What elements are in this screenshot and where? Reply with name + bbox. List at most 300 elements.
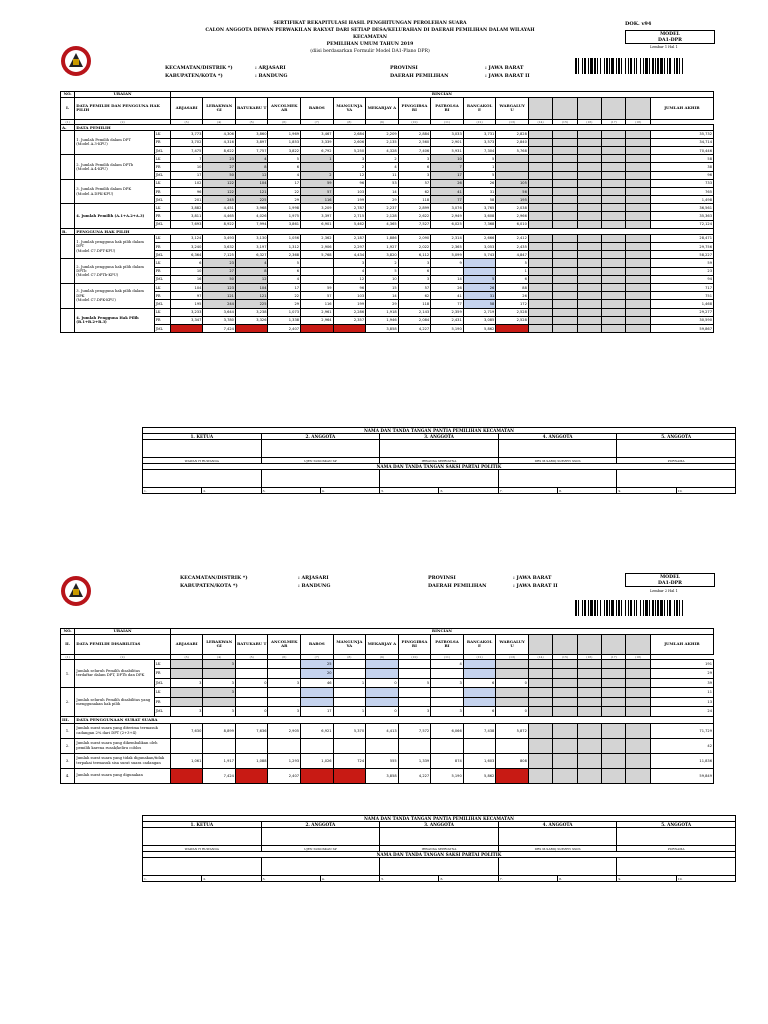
empty-cell <box>602 316 626 324</box>
group-spacer <box>61 234 75 259</box>
group-spacer <box>61 179 75 204</box>
dapil-value: : JAWA BARAT II <box>513 583 558 589</box>
village-value: 3,882 <box>170 204 203 212</box>
village-value: 5,768 <box>301 251 334 259</box>
empty-cell <box>553 187 577 195</box>
total-value: 35,732 <box>650 130 713 138</box>
empty-cell <box>528 300 552 308</box>
village-value: 41 <box>431 187 464 195</box>
empty-cell <box>602 292 626 300</box>
village-value: 3 <box>203 688 236 698</box>
village-header: PINGGIRSA RI <box>398 97 431 119</box>
col-index: (13) <box>496 654 529 659</box>
signature-space <box>498 440 617 458</box>
village-value: 2,362 <box>301 234 334 242</box>
empty-cell <box>626 171 650 179</box>
col-index: (1) <box>61 654 75 659</box>
empty-cell <box>577 146 601 154</box>
total-value: 23 <box>650 267 713 275</box>
village-value: 3,326 <box>235 316 268 324</box>
total-value: 71,729 <box>650 723 713 738</box>
village-value: 11 <box>366 171 399 179</box>
village-value: 77 <box>431 196 464 204</box>
village-value: 8,922 <box>203 220 236 228</box>
village-value: 5,250 <box>333 146 366 154</box>
village-value: 2,719 <box>463 308 496 316</box>
village-value: 3,860 <box>235 130 268 138</box>
village-value: 25 <box>301 659 334 669</box>
total-value: 36,561 <box>650 204 713 212</box>
village-value: 1 <box>333 678 366 688</box>
empty-cell <box>553 707 577 717</box>
village-value: 5,743 <box>463 251 496 259</box>
col-index: (10) <box>398 119 431 124</box>
signature-space <box>498 828 617 846</box>
village-value: 1,927 <box>366 243 399 251</box>
section-label: PENGGUNA HAK PILIH <box>75 228 714 234</box>
total-value: 34,714 <box>650 138 713 146</box>
empty-column-header <box>602 634 626 654</box>
village-value: 96 <box>333 283 366 291</box>
witness-number: 9. <box>617 876 676 882</box>
village-value: 62 <box>398 187 431 195</box>
village-value: 12 <box>333 171 366 179</box>
empty-cell <box>602 234 626 242</box>
village-value: 7,125 <box>203 251 236 259</box>
sex-label: LK <box>154 234 170 242</box>
village-header: PINGGIRSA RI <box>398 634 431 654</box>
village-value: 22 <box>268 292 301 300</box>
empty-cell <box>602 688 626 698</box>
provinsi-label: PROVINSI <box>390 65 418 71</box>
village-value <box>333 688 366 698</box>
village-value: 3 <box>268 678 301 688</box>
village-value: 15 <box>366 283 399 291</box>
village-value: 4 <box>268 171 301 179</box>
village-value: 3,765 <box>463 204 496 212</box>
col-index: (5) <box>235 654 268 659</box>
village-header: PATROLSA RI <box>431 634 464 654</box>
empty-cell <box>626 697 650 707</box>
witness-number: 7. <box>498 488 557 494</box>
village-value: 724 <box>333 753 366 768</box>
doc-version: DOK. v94 <box>625 21 652 27</box>
witness-signature-space <box>380 470 499 488</box>
village-value: 2,715 <box>333 212 366 220</box>
village-value: 57 <box>301 292 334 300</box>
empty-cell <box>602 163 626 171</box>
col-index: (16) <box>577 654 601 659</box>
village-value: 3,233 <box>170 308 203 316</box>
sex-label: JML <box>154 196 170 204</box>
village-value: 2,961 <box>301 308 334 316</box>
col-index: (16) <box>577 119 601 124</box>
village-value <box>398 659 431 669</box>
village-value: 3,780 <box>203 316 236 324</box>
row-label: Jumlah surat suara yang diterima termasuk cadangan 2% dari DPT (2+3+4) <box>75 723 171 738</box>
empty-column-header <box>528 634 552 654</box>
group-label <box>75 155 154 180</box>
village-value: 59 <box>301 283 334 291</box>
empty-cell <box>577 768 601 783</box>
village-value: 116 <box>301 196 334 204</box>
village-value: 6,010 <box>496 220 529 228</box>
village-header: MANGUNJA YA <box>333 97 366 119</box>
village-value: 0 <box>496 678 529 688</box>
village-value <box>463 738 496 753</box>
col-index: (15) <box>553 654 577 659</box>
empty-cell <box>553 212 577 220</box>
village-value: 8,899 <box>203 723 236 738</box>
empty-cell <box>528 179 552 187</box>
witness-number: 8. <box>558 876 617 882</box>
village-value <box>431 738 464 753</box>
village-value: 3,085 <box>463 316 496 324</box>
village-value: 8,622 <box>203 146 236 154</box>
village-value: 3,858 <box>366 768 399 783</box>
village-value: 17 <box>268 179 301 187</box>
village-value: 53 <box>366 179 399 187</box>
empty-column-header <box>528 97 552 119</box>
group-label-text: 2. Jumlah Pemilih dalam DPTb <box>76 162 134 167</box>
empty-cell <box>602 212 626 220</box>
village-header: WARGALUY U <box>496 97 529 119</box>
empty-cell <box>602 678 626 688</box>
total-value: 1,468 <box>650 300 713 308</box>
village-value <box>333 697 366 707</box>
witness-signature-space <box>498 470 617 488</box>
village-value: 6,792 <box>301 146 334 154</box>
col-index: (9) <box>366 654 399 659</box>
empty-cell <box>602 243 626 251</box>
village-value <box>463 267 496 275</box>
info-right <box>390 64 530 80</box>
witness-signature-space <box>261 470 380 488</box>
empty-cell <box>577 234 601 242</box>
village-value <box>268 669 301 679</box>
empty-cell <box>577 275 601 283</box>
empty-column-header <box>626 634 650 654</box>
village-value: 2,528 <box>496 316 529 324</box>
empty-cell <box>528 243 552 251</box>
empty-cell <box>528 324 552 332</box>
village-value: 4,465 <box>203 212 236 220</box>
empty-cell <box>626 669 650 679</box>
signature-table <box>142 815 736 882</box>
empty-cell <box>553 659 577 669</box>
village-value <box>496 738 529 753</box>
village-value: 1,026 <box>301 753 334 768</box>
group-label <box>75 308 154 333</box>
sex-label: LK <box>154 659 170 669</box>
village-value <box>366 669 399 679</box>
village-value: 58 <box>463 196 496 204</box>
col-index: (2) <box>75 654 171 659</box>
empty-cell <box>602 138 626 146</box>
group-label-sub: (Model C7.DPT-KPU) <box>76 248 116 253</box>
total-value: 11,836 <box>650 753 713 768</box>
village-value: 172 <box>496 300 529 308</box>
village-value <box>268 738 301 753</box>
col-index: (10) <box>398 654 431 659</box>
village-value: 26 <box>496 292 529 300</box>
village-value: 5,099 <box>431 251 464 259</box>
form-titles <box>200 20 540 55</box>
village-value <box>366 688 399 698</box>
village-value <box>431 688 464 698</box>
total-value: 24 <box>650 707 713 717</box>
village-header: MEKARJAY A <box>366 634 399 654</box>
village-value: 3,897 <box>235 138 268 146</box>
form-page-1 <box>60 20 714 493</box>
village-value: 0 <box>366 678 399 688</box>
total-value: 733 <box>650 179 713 187</box>
empty-cell <box>602 187 626 195</box>
total-value: 29,277 <box>650 308 713 316</box>
village-header: MANGUNJA YA <box>333 634 366 654</box>
empty-cell <box>553 697 577 707</box>
village-value <box>496 697 529 707</box>
village-value <box>398 738 431 753</box>
col-index: (13) <box>496 119 529 124</box>
signature-space <box>261 828 380 846</box>
village-value: 2,365 <box>431 243 464 251</box>
village-value: 1,969 <box>268 130 301 138</box>
village-value: 1,312 <box>268 243 301 251</box>
empty-cell <box>602 220 626 228</box>
col-no: NO. <box>61 92 75 98</box>
village-value <box>170 738 203 753</box>
empty-cell <box>602 738 626 753</box>
kecamatan-label: KECAMATAN/DISTRIK *) <box>165 65 233 71</box>
village-value: 2,560 <box>398 138 431 146</box>
empty-cell <box>577 130 601 138</box>
sex-label: PR <box>154 187 170 195</box>
village-value: 2,084 <box>398 316 431 324</box>
empty-cell <box>602 171 626 179</box>
model-code: DA1-DPR <box>658 38 682 43</box>
empty-cell <box>626 738 650 753</box>
empty-cell <box>602 659 626 669</box>
col-index: (7) <box>301 654 334 659</box>
empty-column-header <box>602 97 626 119</box>
village-value: 0 <box>235 707 268 717</box>
village-value: 2,666 <box>463 234 496 242</box>
village-value <box>203 669 236 679</box>
row-label: Jumlah seluruh Pemilih disabilitas terdaftar dalam DPT, DPTb dan DPK <box>75 659 154 688</box>
village-value: 118 <box>398 300 431 308</box>
village-value: 2 <box>333 163 366 171</box>
village-value: 2,314 <box>431 234 464 242</box>
col-uraian: URAIAN <box>75 629 171 635</box>
kecamatan-value: : ARJASARI <box>255 65 286 71</box>
total-value: 765 <box>650 187 713 195</box>
village-value: 2,899 <box>398 204 431 212</box>
section-title: DATA PEMILIH DAN PENGGUNA HAK PILIH <box>75 97 171 119</box>
empty-cell <box>553 179 577 187</box>
village-value: 122 <box>203 179 236 187</box>
empty-cell <box>626 234 650 242</box>
village-value: 3,053 <box>463 243 496 251</box>
empty-cell <box>626 324 650 332</box>
committee-role: 1. KETUA <box>143 434 262 440</box>
village-value: 3,197 <box>235 243 268 251</box>
village-value <box>268 659 301 669</box>
kecamatan-label: KECAMATAN/DISTRIK *) <box>180 575 248 581</box>
group-label <box>75 234 154 259</box>
village-value: 2,966 <box>496 212 529 220</box>
committee-role: 1. KETUA <box>143 822 262 828</box>
total-value: 29 <box>650 669 713 679</box>
col-index: (14) <box>528 119 552 124</box>
village-header: RANCAKOL E <box>463 634 496 654</box>
group-label <box>75 179 154 204</box>
empty-cell <box>626 753 650 768</box>
empty-cell <box>626 138 650 146</box>
committee-title: NAMA DAN TANDA TANGAN PANTIA PEMILIHAN KECAMATAN <box>143 428 736 434</box>
empty-cell <box>553 283 577 291</box>
col-index: (4) <box>203 119 236 124</box>
sex-label: JML <box>154 300 170 308</box>
village-value: 195 <box>496 196 529 204</box>
empty-cell <box>528 738 552 753</box>
village-value <box>398 697 431 707</box>
village-value: 6,327 <box>235 251 268 259</box>
village-value: 7,757 <box>235 146 268 154</box>
empty-cell <box>626 179 650 187</box>
village-value: 2,407 <box>268 324 301 332</box>
village-header: ANCOLMEK AR <box>268 634 301 654</box>
village-value: 3,968 <box>235 204 268 212</box>
empty-cell <box>602 130 626 138</box>
village-value: 17 <box>301 707 334 717</box>
col-jumlah-akhir: JUMLAH AKHIR <box>650 97 713 119</box>
village-value <box>431 669 464 679</box>
total-value: 58 <box>650 155 713 163</box>
village-value: 4,227 <box>398 324 431 332</box>
village-value: 3,773 <box>170 130 203 138</box>
village-value <box>366 697 399 707</box>
village-value: 6 <box>398 163 431 171</box>
empty-cell <box>577 196 601 204</box>
col-index: (6) <box>268 119 301 124</box>
village-value <box>366 659 399 669</box>
village-value: 0 <box>366 707 399 717</box>
empty-cell <box>626 204 650 212</box>
village-header: BATUKARU T <box>235 97 268 119</box>
village-value: 3,467 <box>301 130 334 138</box>
village-value: 4,306 <box>203 130 236 138</box>
empty-column-header <box>577 634 601 654</box>
village-value: 3 <box>170 678 203 688</box>
total-value: 1,498 <box>650 196 713 204</box>
witness-signature-space <box>261 858 380 876</box>
group-label <box>75 204 154 229</box>
total-value: 191 <box>650 659 713 669</box>
sex-label: LK <box>154 259 170 267</box>
sex-label: PR <box>154 697 170 707</box>
village-value: 2 <box>366 259 399 267</box>
empty-cell <box>577 292 601 300</box>
signature-space <box>380 828 499 846</box>
village-value: 17 <box>170 171 203 179</box>
empty-cell <box>528 220 552 228</box>
empty-cell <box>528 146 552 154</box>
empty-cell <box>553 753 577 768</box>
empty-cell <box>528 659 552 669</box>
empty-column-header <box>626 97 650 119</box>
group-label <box>75 130 154 155</box>
sheet-label: Lembar 1 Hal 1 <box>650 45 678 49</box>
village-value: 29 <box>366 300 399 308</box>
village-value: 1,946 <box>366 316 399 324</box>
witness-number: 10. <box>676 876 735 882</box>
committee-member-name: DRS M.SABIQ SUEZEN SSOS <box>498 458 617 464</box>
group-spacer <box>61 155 75 180</box>
row-label: Jumlah seluruh Pemilih disabilitas yang menggunakan hak pilih <box>75 688 154 717</box>
empty-cell <box>553 196 577 204</box>
village-value <box>333 669 366 679</box>
empty-cell <box>626 707 650 717</box>
village-value: 3 <box>170 707 203 717</box>
empty-cell <box>626 308 650 316</box>
village-value: 5 <box>463 155 496 163</box>
village-value: 0 <box>496 707 529 717</box>
group-spacer <box>61 259 75 284</box>
village-value: 2,828 <box>496 130 529 138</box>
village-value: 5 <box>463 275 496 283</box>
village-value: 2,840 <box>496 138 529 146</box>
village-header: PATROLSA RI <box>431 97 464 119</box>
row-number: 2. <box>61 688 75 717</box>
witness-number: 5. <box>380 488 439 494</box>
sex-label: PR <box>154 267 170 275</box>
village-header: BAROS <box>301 97 334 119</box>
village-value <box>333 738 366 753</box>
committee-role: 5. ANGGOTA <box>617 434 736 440</box>
committee-member-name: WAWAN H RUWANDA <box>143 458 262 464</box>
village-header: RANCAKOL E <box>463 97 496 119</box>
empty-cell <box>626 196 650 204</box>
model-code: DA1-DPR <box>658 581 682 586</box>
signature-space <box>380 440 499 458</box>
village-value: 1,918 <box>366 308 399 316</box>
village-value: 3,861 <box>268 220 301 228</box>
committee-role: 2. ANGGOTA <box>261 822 380 828</box>
village-value: 14 <box>366 187 399 195</box>
village-value: 1,853 <box>268 138 301 146</box>
witness-signature-space <box>143 470 262 488</box>
empty-cell <box>577 324 601 332</box>
empty-cell <box>602 707 626 717</box>
col-index: (3) <box>170 119 203 124</box>
empty-cell <box>626 163 650 171</box>
village-value: 1,338 <box>268 316 301 324</box>
empty-cell <box>626 155 650 163</box>
group-label-sub: (Model A.4-KPU) <box>76 166 108 171</box>
empty-cell <box>528 251 552 259</box>
village-value: 2,528 <box>496 308 529 316</box>
barcode <box>575 600 717 616</box>
signature-table <box>142 427 736 494</box>
total-value: 96 <box>650 171 713 179</box>
village-value: 7,636 <box>235 723 268 738</box>
empty-cell <box>626 283 650 291</box>
committee-member-name: PURNAMA <box>617 846 736 852</box>
empty-cell <box>528 163 552 171</box>
total-value: 72,124 <box>650 220 713 228</box>
empty-cell <box>553 259 577 267</box>
